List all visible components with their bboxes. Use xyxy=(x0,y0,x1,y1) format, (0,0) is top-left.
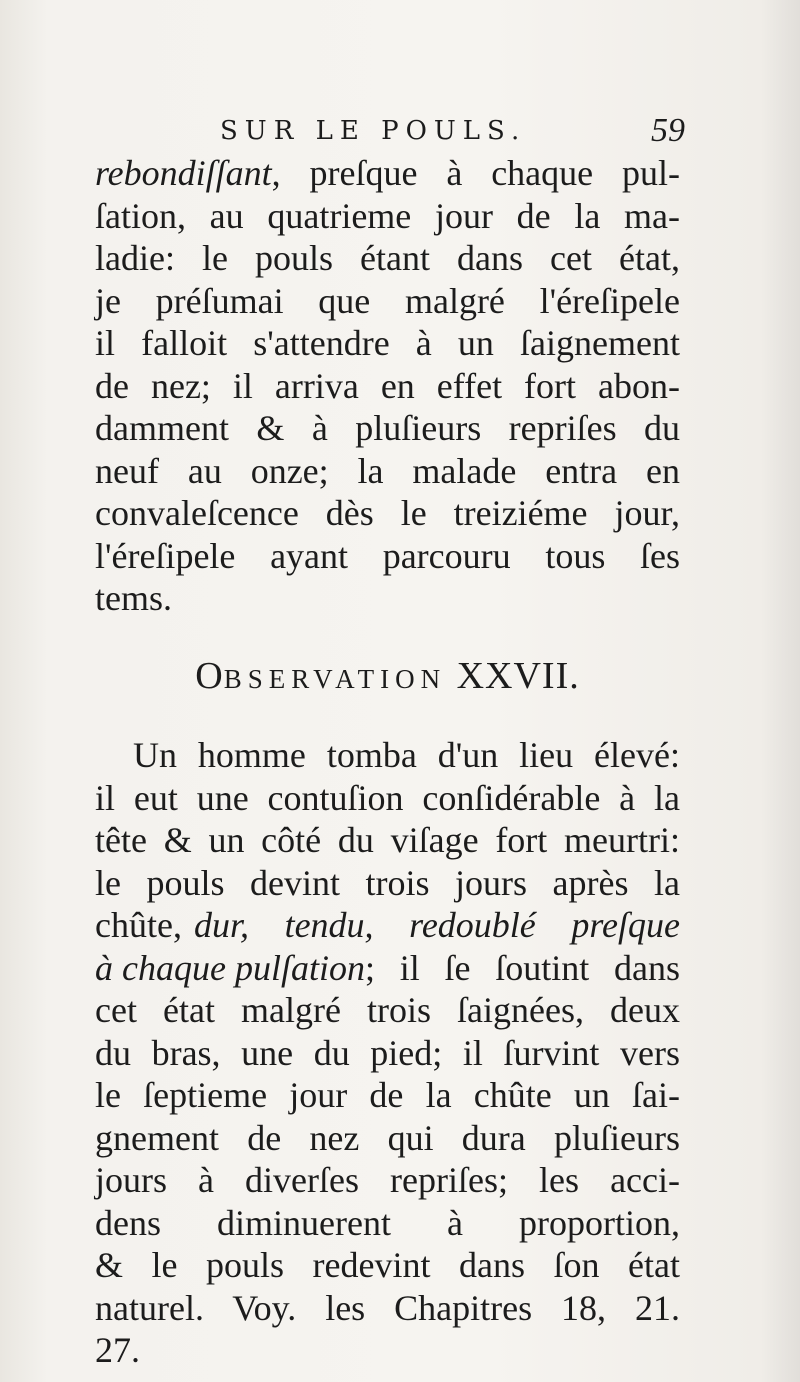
text-line: gnement de nez qui dura pluſieurs xyxy=(95,1117,680,1158)
heading-word: BSERVATION xyxy=(223,664,447,694)
paragraph-continuation xyxy=(95,152,680,620)
text-line: ladie: le pouls étant dans cet état, xyxy=(95,238,680,278)
text-line: naturel. Voy. les Chapitres 18, 21. xyxy=(95,1287,680,1328)
text-line: de nez; il arriva en effet fort abon- xyxy=(95,365,680,406)
text-fragment-italic: dur, tendu, redoublé preſque xyxy=(193,905,680,945)
page-number: 59 xyxy=(651,112,685,149)
text-line xyxy=(95,904,680,947)
heading-numeral: XXVII. xyxy=(456,655,580,697)
text-line: damment & à pluſieurs repriſes du xyxy=(95,408,680,448)
text-line: jours à diverſes repriſes; les acci- xyxy=(95,1160,680,1200)
text-fragment: ; il ſe ſoutint dans xyxy=(364,947,680,988)
text-line: cet état malgré trois ſaignées, deux xyxy=(95,990,680,1030)
text-line: ſation, au quatrieme jour de la ma- xyxy=(95,195,680,236)
text-line: le pouls devint trois jours après la xyxy=(95,862,680,903)
text-line: le ſeptieme jour de la chûte un ſai- xyxy=(95,1075,680,1115)
text-line: 27. xyxy=(95,1330,140,1370)
text-line: il falloit s'attendre à un ſaignement xyxy=(95,323,680,363)
heading-initial: O xyxy=(195,655,224,697)
text-line xyxy=(95,947,680,990)
text-fragment: , preſque à chaque pul- xyxy=(271,153,680,193)
running-title: SUR LE POULS. xyxy=(220,116,527,146)
text-line: convaleſcence dès le treiziéme jour, xyxy=(95,493,680,533)
text-line: je préſumai que malgré l'éreſipele xyxy=(95,280,680,321)
text-line: neuf au onze; la malade entra en xyxy=(95,450,680,491)
text-line: Un homme tomba d'un lieu élevé: xyxy=(133,735,680,775)
text-line: dens diminuerent à proportion, xyxy=(95,1202,680,1243)
page-edge-shadow xyxy=(760,0,800,1382)
text-line: l'éreſipele ayant parcouru tous ſes xyxy=(95,535,680,576)
text-line: il eut une contuſion conſidérable à la xyxy=(95,777,680,818)
text-line: & le pouls redevint dans ſon état xyxy=(95,1245,680,1285)
text-line xyxy=(95,152,680,195)
text-fragment-italic: à chaque pulſation xyxy=(95,947,365,988)
observation-heading xyxy=(95,654,680,698)
text-fragment: chûte, xyxy=(95,905,182,945)
text-line: tête & un côté du viſage fort meurtri: xyxy=(95,820,680,860)
text-line: tems. xyxy=(95,578,172,618)
running-head xyxy=(95,112,685,152)
text-line: du bras, une du pied; il ſurvint vers xyxy=(95,1032,680,1073)
text-fragment-italic: rebondiſſant xyxy=(95,153,272,193)
observation-paragraph xyxy=(95,734,680,1372)
